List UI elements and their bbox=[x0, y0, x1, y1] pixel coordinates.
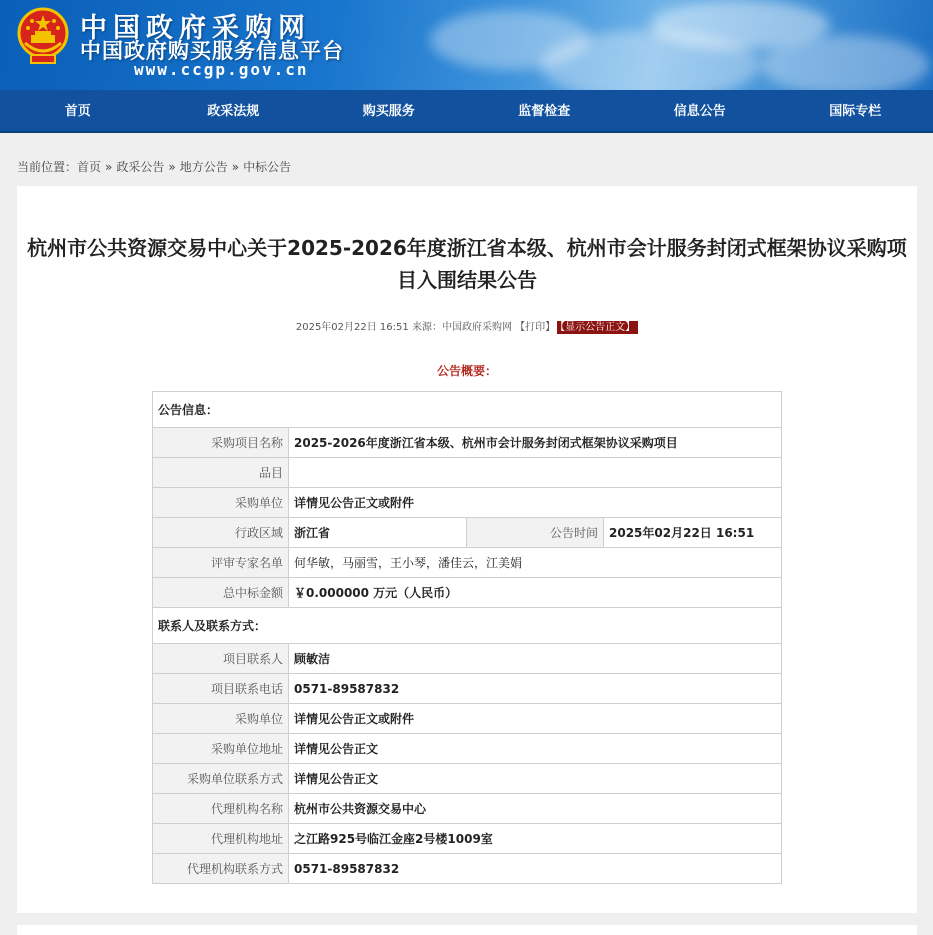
breadcrumb bbox=[17, 158, 291, 175]
table-row bbox=[153, 488, 782, 518]
table-row bbox=[153, 704, 782, 734]
agency-contact: 0571-89587832 bbox=[289, 854, 782, 884]
cell-label: 项目联系电话 bbox=[153, 674, 289, 704]
nav-announcements[interactable]: 信息公告 bbox=[673, 104, 726, 119]
cell-label: 采购单位 bbox=[153, 704, 289, 734]
breadcrumb-award[interactable]: 中标公告 bbox=[243, 160, 292, 174]
project-phone: 0571-89587832 bbox=[289, 674, 782, 704]
purchaser: 详情见公告正文或附件 bbox=[289, 488, 782, 518]
cell-label: 采购单位联系方式 bbox=[153, 764, 289, 794]
cell-label: 代理机构名称 bbox=[153, 794, 289, 824]
table-row bbox=[153, 548, 782, 578]
summary-table bbox=[152, 391, 782, 884]
meta-source: 中国政府采购网 bbox=[441, 322, 512, 333]
cell-label: 采购单位地址 bbox=[153, 734, 289, 764]
national-emblem-icon bbox=[17, 7, 69, 65]
content-panel bbox=[17, 186, 917, 913]
nav-supervision[interactable]: 监督检查 bbox=[518, 104, 571, 119]
nav-regulations[interactable]: 政采法规 bbox=[207, 104, 260, 119]
cell-label: 评审专家名单 bbox=[153, 548, 289, 578]
table-row bbox=[153, 392, 782, 428]
section-heading: 联系人及联系方式： bbox=[153, 608, 782, 644]
meta-source-label: 来源： bbox=[411, 322, 442, 333]
cell-label: 采购项目名称 bbox=[153, 428, 289, 458]
item-value bbox=[289, 458, 782, 488]
site-banner bbox=[0, 0, 933, 90]
article-meta bbox=[17, 318, 917, 333]
nav-home[interactable]: 首页 bbox=[64, 104, 91, 119]
cell-label: 代理机构联系方式 bbox=[153, 854, 289, 884]
cell-label: 总中标金额 bbox=[153, 578, 289, 608]
nav-international[interactable]: 国际专栏 bbox=[829, 104, 882, 119]
cell-label: 品目 bbox=[153, 458, 289, 488]
table-row bbox=[153, 734, 782, 764]
summary-heading: 公告概要： bbox=[436, 364, 497, 378]
table-row bbox=[153, 428, 782, 458]
table-row bbox=[153, 644, 782, 674]
breadcrumb-local[interactable]: 地方公告 bbox=[179, 160, 228, 174]
table-row bbox=[153, 764, 782, 794]
table-row bbox=[153, 854, 782, 884]
breadcrumb-separator: » bbox=[231, 160, 240, 174]
total-amount: ￥0.000000 万元（人民币） bbox=[289, 578, 782, 608]
section-heading: 公告信息： bbox=[153, 392, 782, 428]
main-nav bbox=[0, 90, 933, 133]
region: 浙江省 bbox=[289, 518, 467, 548]
cell-label: 代理机构地址 bbox=[153, 824, 289, 854]
nav-purchase-services[interactable]: 购买服务 bbox=[362, 104, 415, 119]
print-link[interactable]: 【打印】 bbox=[515, 322, 556, 333]
experts: 何华敏，马丽雪，王小琴，潘佳云，江美娟 bbox=[289, 548, 782, 578]
table-row bbox=[153, 458, 782, 488]
table-row bbox=[153, 608, 782, 644]
purchaser-unit: 详情见公告正文或附件 bbox=[289, 704, 782, 734]
project-contact: 顾敏洁 bbox=[289, 644, 782, 674]
agency-name: 杭州市公共资源交易中心 bbox=[289, 794, 782, 824]
footer-strip bbox=[17, 925, 917, 935]
site-url[interactable]: www.ccgp.gov.cn bbox=[134, 60, 309, 79]
article-title: 杭州市公共资源交易中心关于2025-2026年度浙江省本级、杭州市会计服务封闭式框架协议采购项目入围结果公告 bbox=[27, 236, 907, 292]
purchaser-contact: 详情见公告正文 bbox=[289, 764, 782, 794]
cell-label: 行政区域 bbox=[153, 518, 289, 548]
meta-datetime: 2025年02月22日 16:51 bbox=[295, 322, 409, 333]
table-row bbox=[153, 824, 782, 854]
table-row bbox=[153, 794, 782, 824]
site-name: 中国政府采购网 bbox=[80, 13, 311, 44]
announce-time: 2025年02月22日 16:51 bbox=[604, 518, 782, 548]
breadcrumb-home[interactable]: 首页 bbox=[77, 160, 102, 174]
project-name: 2025-2026年度浙江省本级、杭州市会计服务封闭式框架协议采购项目 bbox=[289, 428, 782, 458]
agency-address: 之江路925号临江金座2号楼1009室 bbox=[289, 824, 782, 854]
cell-label: 项目联系人 bbox=[153, 644, 289, 674]
breadcrumb-procurement[interactable]: 政采公告 bbox=[116, 160, 165, 174]
site-subtitle: 中国政府购买服务信息平台 bbox=[80, 39, 344, 63]
breadcrumb-separator: » bbox=[105, 160, 113, 174]
breadcrumb-separator: » bbox=[168, 160, 176, 174]
show-body-button[interactable]: 【显示公告正文】 bbox=[557, 321, 638, 334]
breadcrumb-prefix: 当前位置： bbox=[17, 160, 78, 174]
table-row bbox=[153, 674, 782, 704]
cell-label: 采购单位 bbox=[153, 488, 289, 518]
table-row bbox=[153, 578, 782, 608]
table-row bbox=[153, 518, 782, 548]
purchaser-address: 详情见公告正文 bbox=[289, 734, 782, 764]
cell-label: 公告时间 bbox=[467, 518, 604, 548]
